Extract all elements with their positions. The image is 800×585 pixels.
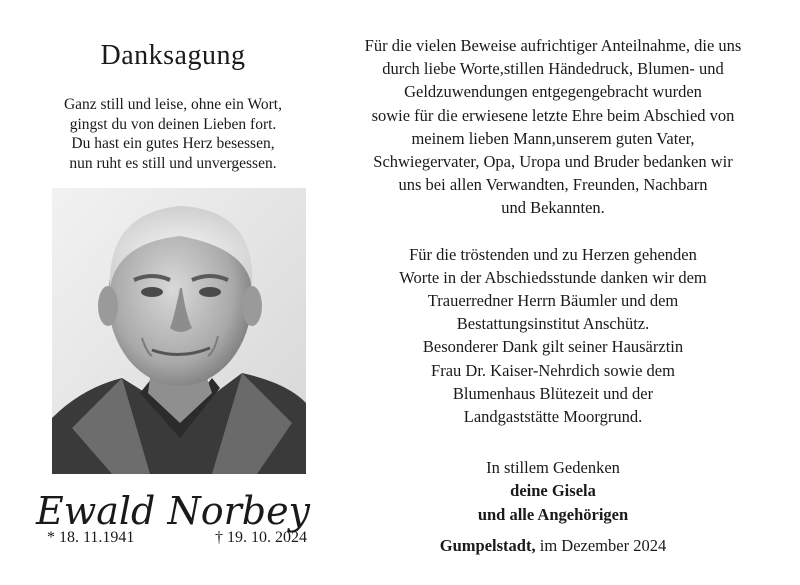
poem — [30, 95, 316, 173]
text-line: Blumenhaus Blütezeit und der — [452, 383, 654, 403]
text-line: sowie für die erwiesene letzte Ehre beim Abschied von — [371, 105, 735, 125]
text-line: Frau Dr. Kaiser-Nehrdich sowie dem — [431, 360, 675, 380]
thanks-text — [330, 34, 776, 557]
text-line: Schwiegervater, Opa, Uropa und Bruder bedanken wir — [373, 152, 733, 172]
portrait-illustration — [52, 188, 306, 474]
text-line: Worte in der Abschiedsstunde danken wir dem — [399, 267, 707, 287]
text-line: durch liebe Worte,stillen Händedruck, Blumen- und — [382, 59, 724, 79]
life-dates — [47, 529, 307, 547]
text-line: und Bekannten. — [501, 198, 605, 218]
text-line: Landgaststätte Moorgrund. — [463, 407, 643, 427]
text-line: Geldzuwendungen entgegengebracht wurden — [404, 82, 702, 102]
thanks-paragraph — [330, 34, 776, 220]
poem-line: Du hast ein gutes Herz besessen, — [71, 135, 275, 152]
date: im Dezember 2024 — [535, 535, 667, 555]
death-date: † 19. 10. 2024 — [215, 529, 307, 546]
thanks-paragraph — [330, 243, 776, 429]
text-line: meinem lieben Mann,unserem guten Vater, — [411, 128, 695, 148]
text-line: Bestattungsinstitut Anschütz. — [456, 314, 650, 334]
poem-line: gingst du von deinen Lieben fort. — [69, 115, 277, 133]
poem-line: Ganz still und leise, ohne ein Wort, — [63, 96, 282, 113]
portrait-photo — [52, 188, 306, 474]
closing — [330, 456, 776, 557]
closing-intro: In stillem Gedenken — [486, 458, 620, 478]
signer: deine Gisela — [510, 481, 596, 501]
birth-date: * 18. 11.1941 — [47, 529, 135, 546]
text-line: Für die vielen Beweise aufrichtiger Anteilnahme, die uns — [364, 36, 742, 55]
text-line: Trauerredner Herrn Bäumler und dem — [427, 291, 679, 311]
signer: und alle Angehörigen — [477, 504, 629, 524]
page-title: Danksagung — [100, 40, 246, 71]
text-line: uns bei allen Verwandten, Freunden, Nachbarn — [398, 175, 708, 195]
text-line: Für die tröstenden und zu Herzen gehenden — [409, 244, 697, 264]
place-and-date — [330, 534, 776, 557]
place: Gumpelstadt, — [439, 535, 536, 555]
deceased-name: Ewald Norbey — [35, 489, 311, 533]
poem-line: nun ruht es still und unvergessen. — [69, 154, 277, 172]
text-line: Besonderer Dank gilt seiner Hausärztin — [422, 337, 684, 357]
